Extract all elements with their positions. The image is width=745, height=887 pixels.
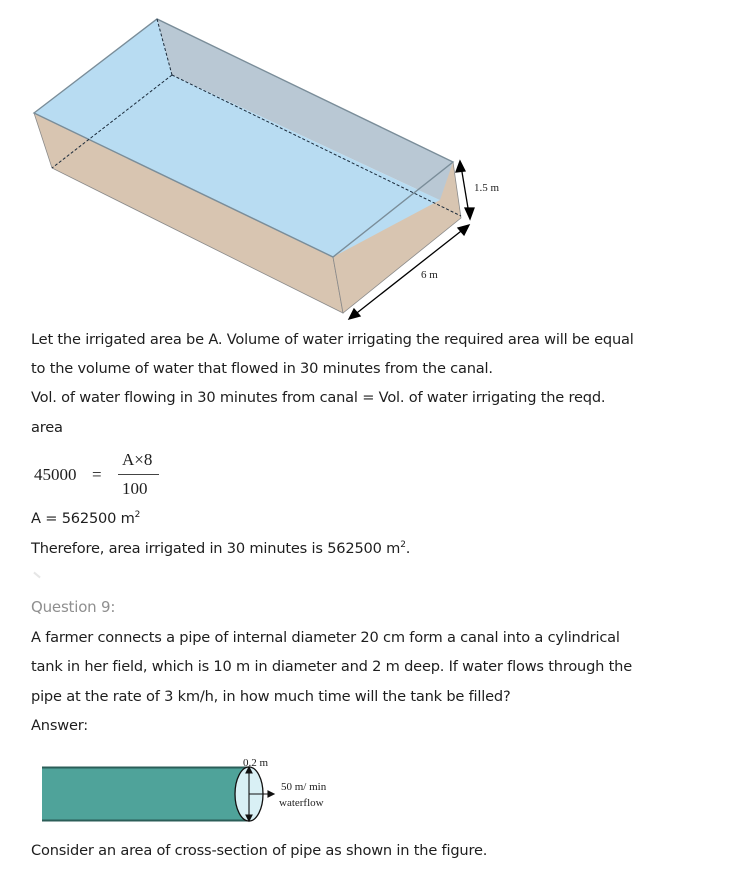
equation-denominator: 100 [122,479,148,498]
result-text: A = 562500 m [31,510,135,527]
solution-line-2: to the volume of water that flowed in 30 minutes from the canal. [31,360,493,377]
conclusion-end: . [405,540,411,557]
question-line-3: pipe at the rate of 3 km/h, in how much time will the tank be filled? [31,688,511,705]
equation-numerator: A×8 [122,450,153,469]
fraction-bar [118,474,159,475]
canal-figure [0,0,540,325]
flow-rate-label: 50 m/ min [281,781,327,793]
equation-equals: = [92,465,102,484]
answer-label: Answer: [31,717,89,734]
flow-label: waterflow [279,797,324,809]
diameter-label: 0.2 m [243,757,269,769]
question-line-1: A farmer connects a pipe of internal diameter 20 cm form a canal into a cylindrical [31,629,620,646]
height-label: 1.5 m [474,182,500,194]
conclusion-line [31,540,410,558]
solution-line-1: Let the irrigated area be A. Volume of water irrigating the required area will be equal [31,331,634,348]
faint-mark [33,572,40,579]
result-sup: 2 [134,510,141,520]
question-heading: Question 9: [31,598,116,616]
result-line [31,510,140,528]
solution-line-4: area [31,419,63,436]
equation-lhs: 45000 [34,465,77,484]
pipe-figure [30,750,360,830]
width-label: 6 m [421,269,438,281]
pipe-body [42,767,249,821]
conclusion-text: Therefore, area irrigated in 30 minutes is 562500 m [31,540,401,557]
question-line-2: tank in her field, which is 10 m in diameter and 2 m deep. If water flows through the [31,658,632,675]
answer-text: Consider an area of cross-section of pipe as shown in the figure. [31,842,488,859]
conclusion-sup: 2 [400,540,406,550]
solution-line-3: Vol. of water flowing in 30 minutes from canal = Vol. of water irrigating the reqd. [31,389,606,406]
